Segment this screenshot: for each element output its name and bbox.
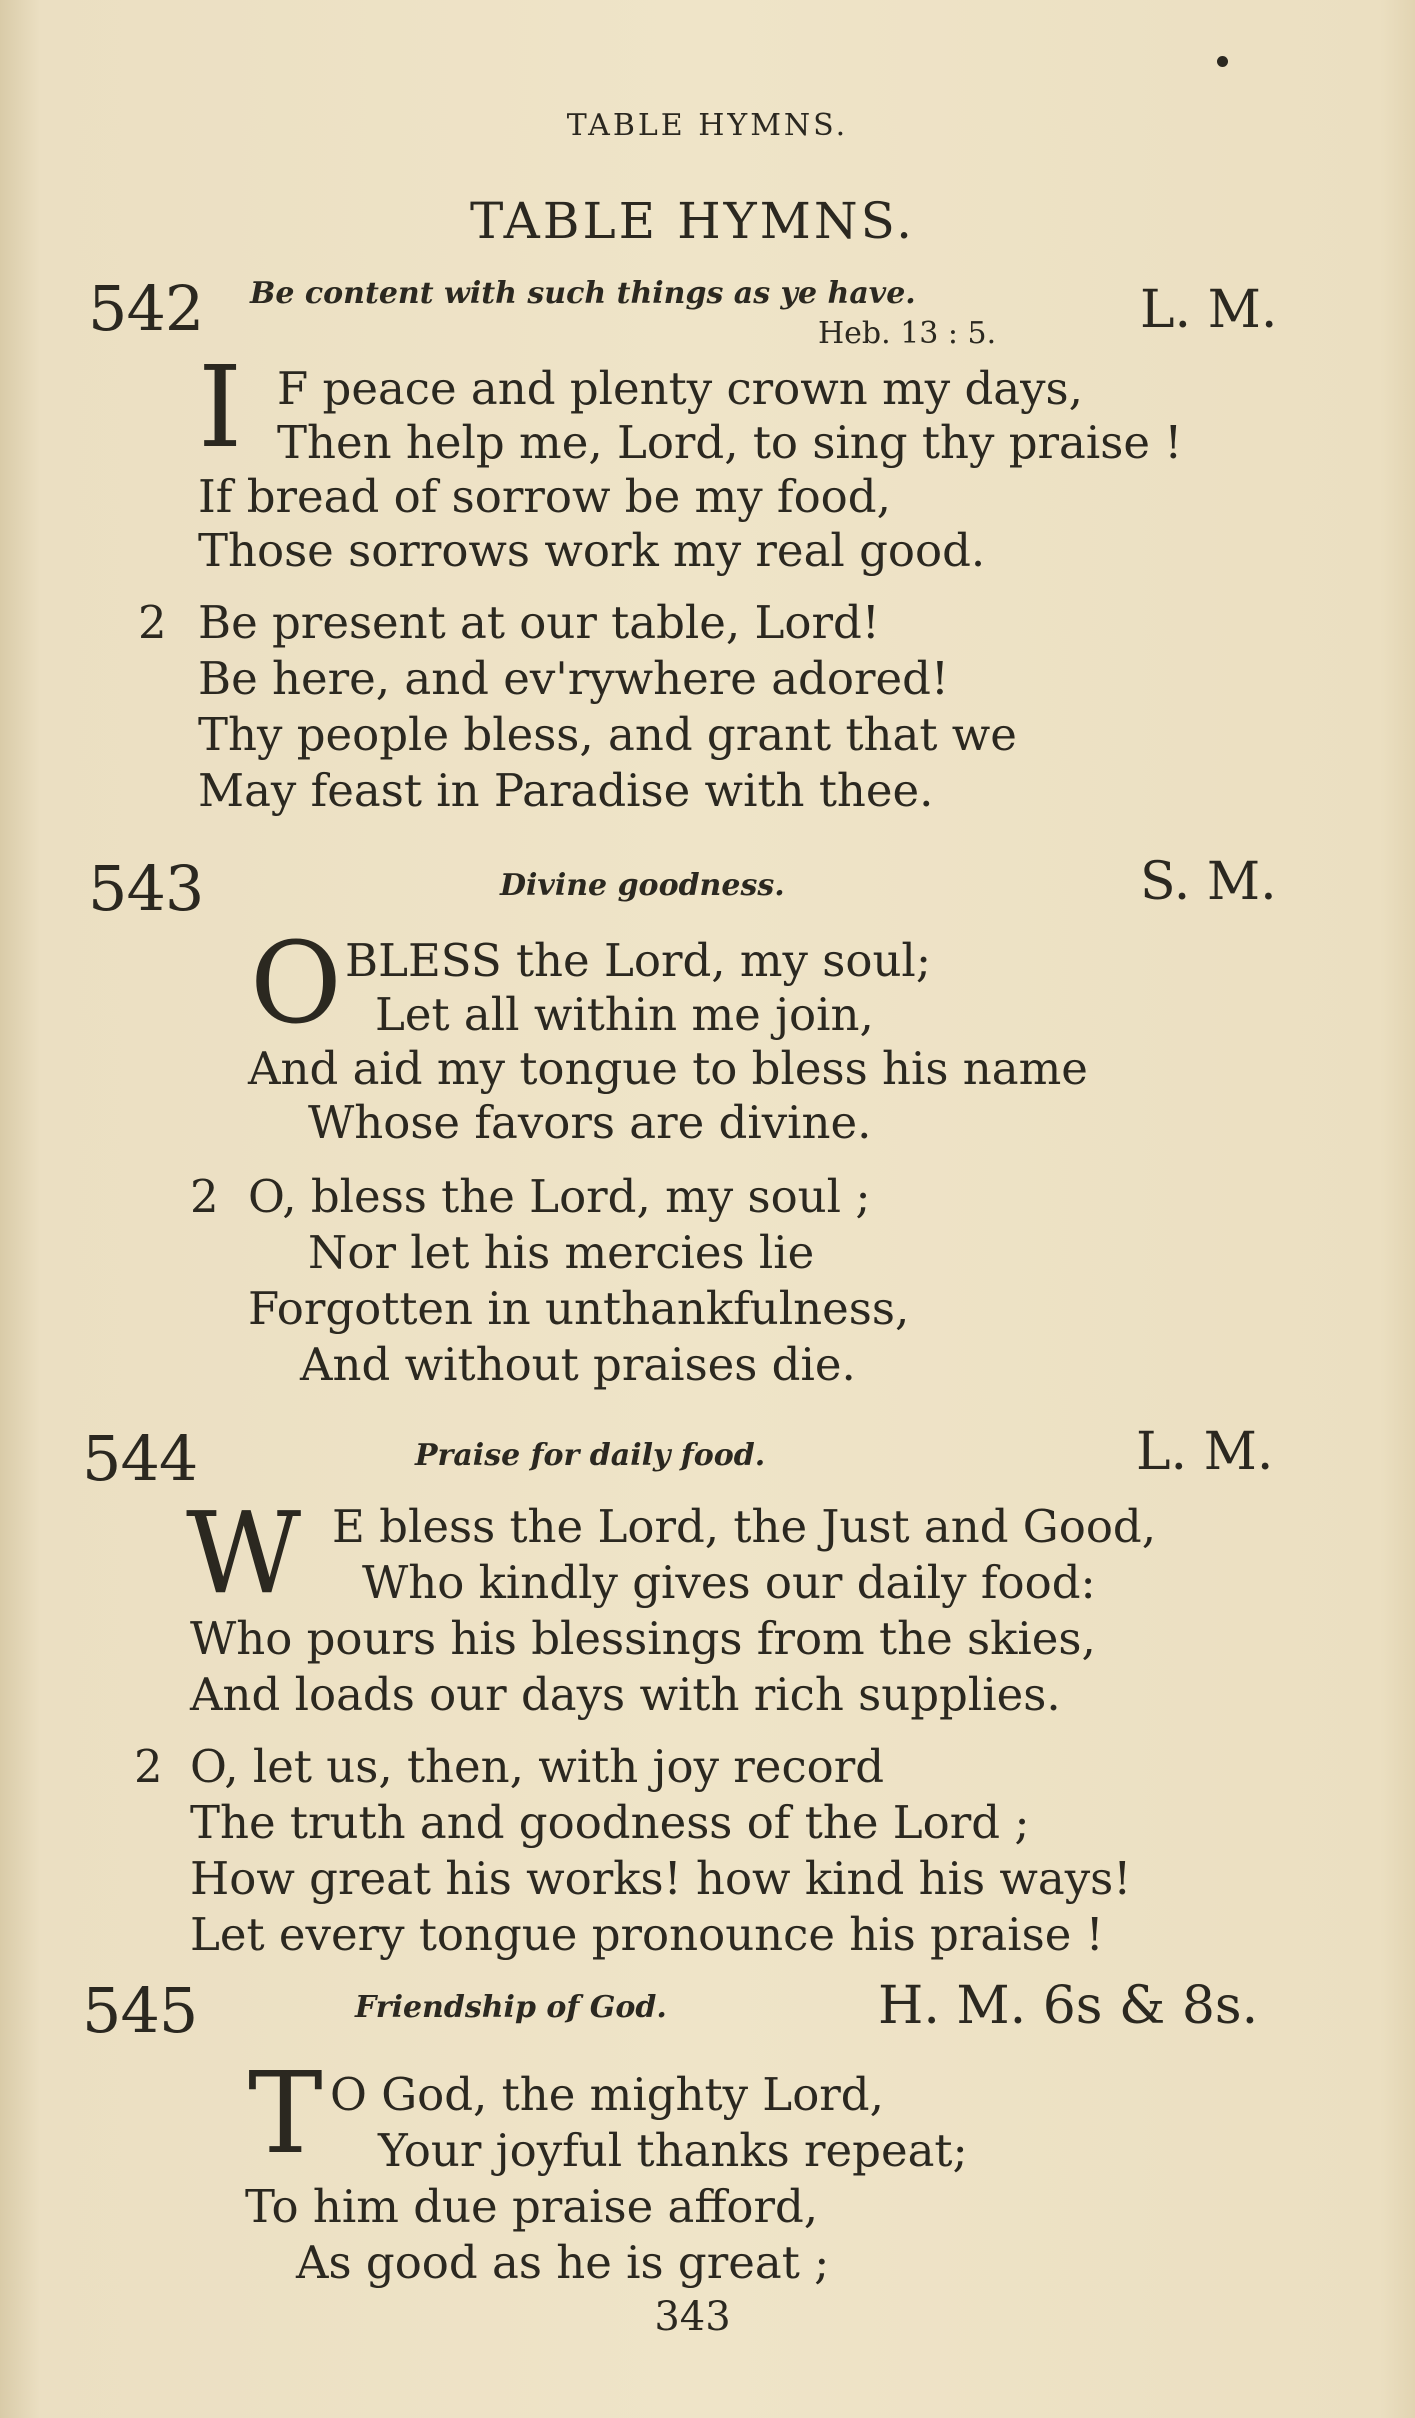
verse-line: Who pours his blessings from the skies, xyxy=(190,1612,1096,1665)
verse-line: May feast in Paradise with thee. xyxy=(198,764,934,817)
hymn-number: 542 xyxy=(88,272,204,345)
verse-line: O, let us, then, with joy record xyxy=(190,1740,885,1793)
verse-line: E bless the Lord, the Just and Good, xyxy=(332,1500,1157,1553)
stanza-number: 2 xyxy=(190,1170,219,1223)
hymn-meter: L. M. xyxy=(1140,280,1278,340)
running-head: TABLE HYMNS. xyxy=(566,108,849,143)
stanza-number: 2 xyxy=(134,1740,163,1793)
verse-line: And loads our days with rich supplies. xyxy=(190,1668,1061,1721)
verse-line: Those sorrows work my real good. xyxy=(198,524,986,577)
verse-line: Be present at our table, Lord! xyxy=(198,596,880,649)
verse-line: Thy people bless, and grant that we xyxy=(198,708,1017,761)
hymn-meter: L. M. xyxy=(1136,1422,1274,1482)
drop-cap: T xyxy=(248,2049,323,2179)
section-title: TABLE HYMNS. xyxy=(470,192,915,250)
verse-line: BLESS the Lord, my soul; xyxy=(345,934,931,987)
drop-cap: I xyxy=(198,343,243,473)
verse-line: Let all within me join, xyxy=(375,988,874,1041)
hymn-meter: H. M. 6s & 8s. xyxy=(878,1976,1259,2036)
verse-line: And aid my tongue to bless his name xyxy=(248,1042,1088,1095)
verse-line: The truth and goodness of the Lord ; xyxy=(190,1796,1030,1849)
page-number: 343 xyxy=(654,2294,731,2340)
verse-line: How great his works! how kind his ways! xyxy=(190,1852,1132,1905)
scripture-reference: Heb. 13 : 5. xyxy=(818,316,997,351)
verse-line: O, bless the Lord, my soul ; xyxy=(248,1170,871,1223)
verse-line: As good as he is great ; xyxy=(296,2236,830,2289)
verse-line: If bread of sorrow be my food, xyxy=(198,470,891,523)
hymn-number: 545 xyxy=(82,1974,198,2047)
verse-line: And without praises die. xyxy=(300,1338,856,1391)
hymn-number: 544 xyxy=(82,1422,198,1495)
drop-cap: W xyxy=(186,1489,302,1619)
verse-line: F peace and plenty crown my days, xyxy=(277,362,1083,415)
stanza-number: 2 xyxy=(138,596,167,649)
verse-line: Who kindly gives our daily food: xyxy=(362,1556,1096,1609)
ink-speck xyxy=(1217,56,1228,67)
verse-line: To him due praise afford, xyxy=(245,2180,819,2233)
hymn-subject: Be content with such things as ye have. xyxy=(250,276,916,311)
verse-line: Let every tongue pronounce his praise ! xyxy=(190,1908,1104,1961)
hymn-meter: S. M. xyxy=(1140,852,1277,912)
verse-line: Then help me, Lord, to sing thy praise ! xyxy=(277,416,1183,469)
hymn-subject: Divine goodness. xyxy=(500,868,785,903)
verse-line: Be here, and ev'rywhere adored! xyxy=(198,652,949,705)
verse-line: O God, the mighty Lord, xyxy=(330,2068,884,2121)
verse-line: Forgotten in unthankfulness, xyxy=(248,1282,910,1335)
verse-line: Nor let his mercies lie xyxy=(308,1226,815,1279)
hymn-subject: Praise for daily food. xyxy=(415,1438,766,1473)
verse-line: Whose favors are divine. xyxy=(308,1096,872,1149)
drop-cap: O xyxy=(250,919,342,1049)
hymn-number: 543 xyxy=(88,852,204,925)
hymn-subject: Friendship of God. xyxy=(355,1990,667,2025)
verse-line: Your joyful thanks repeat; xyxy=(378,2124,968,2177)
